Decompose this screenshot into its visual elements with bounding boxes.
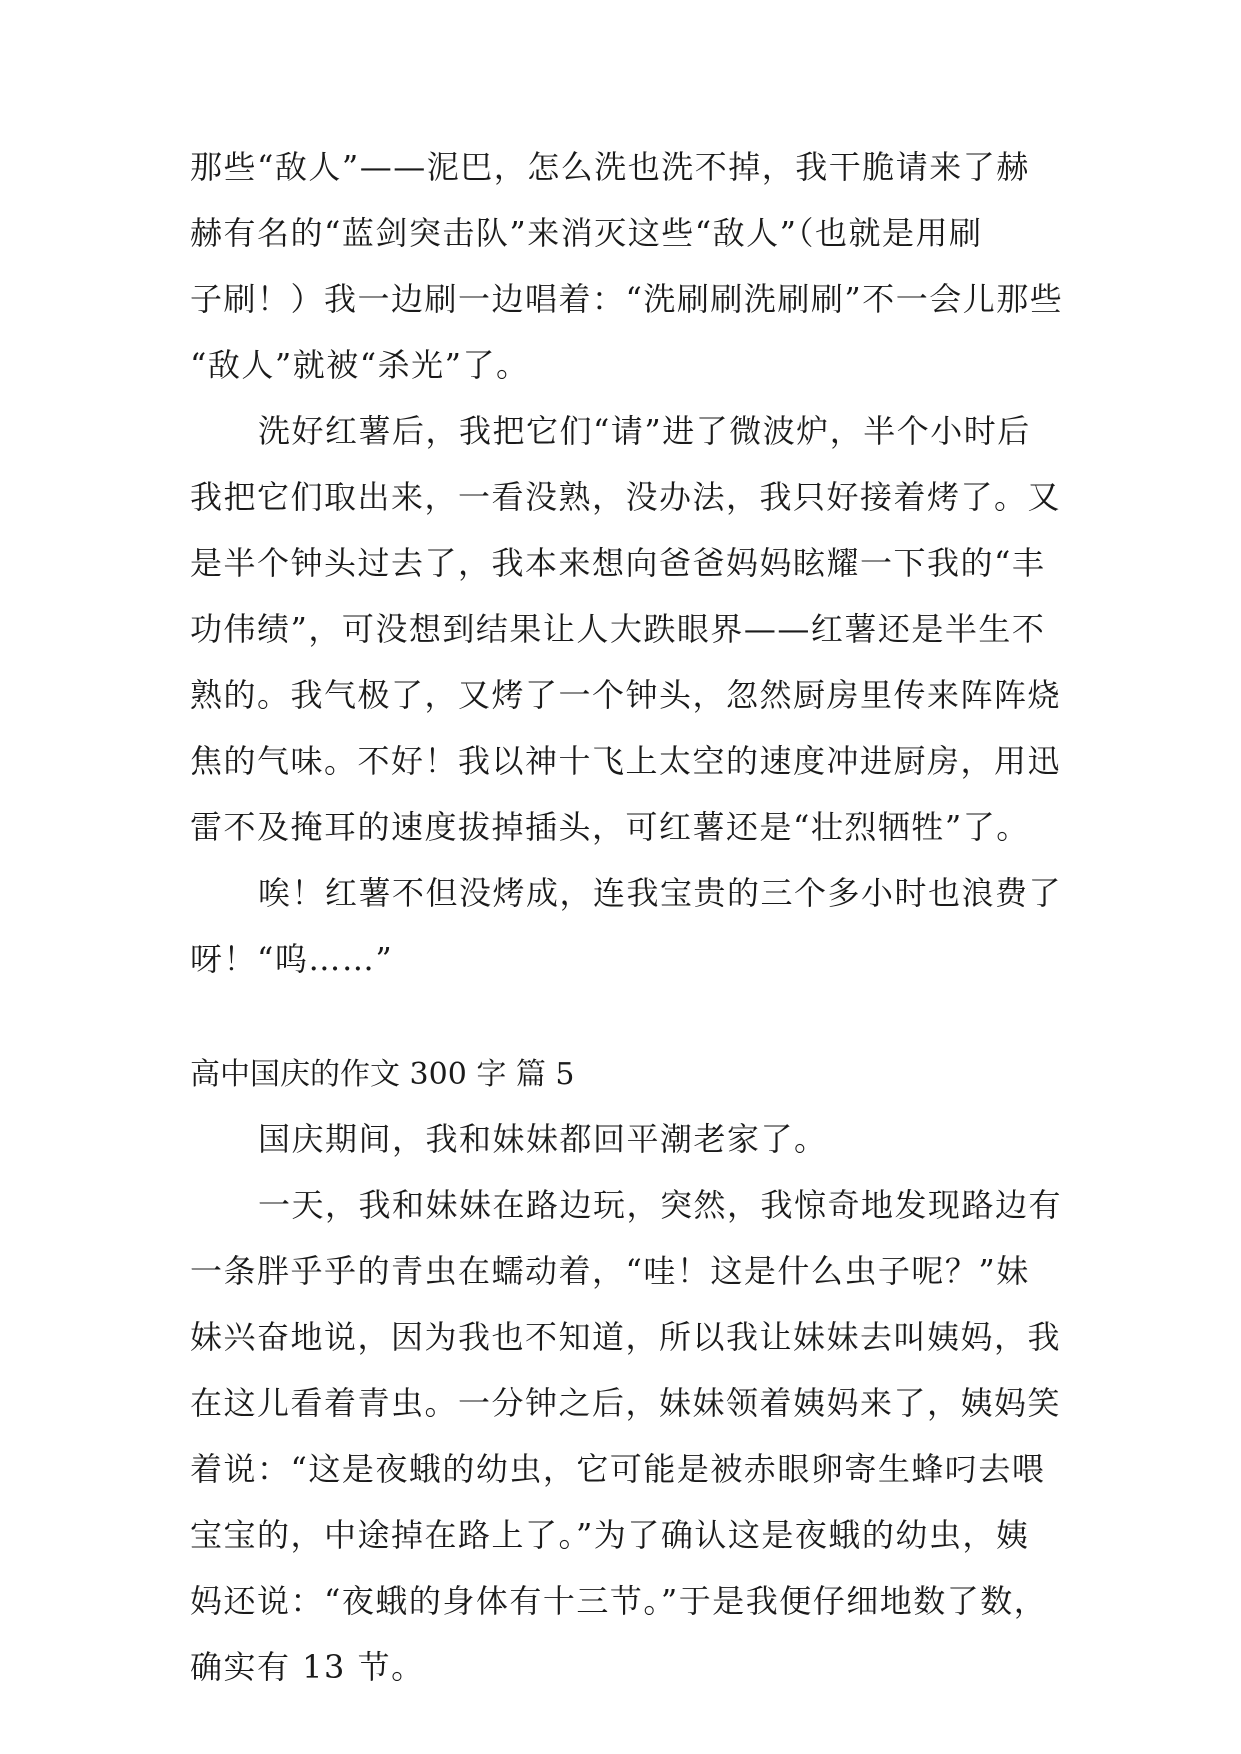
text-line: 赫有名的“蓝剑突击队”来消灭这些“敌人”（也就是用刷 — [190, 214, 983, 252]
paragraph-start-line: 洗好红薯后，我把它们“请”进了微波炉，半个小时后 — [258, 412, 1031, 450]
text-line: 一条胖乎乎的青虫在蠕动着，“哇！这是什么虫子呢？”妹 — [190, 1252, 1030, 1290]
text-line: 熟的。我气极了，又烤了一个钟头，忽然厨房里传来阵阵烧 — [190, 676, 1062, 714]
text-line: 在这儿看着青虫。一分钟之后，妹妹领着姨妈来了，姨妈笑 — [190, 1384, 1062, 1422]
text-line: 那些“敌人”——泥巴，怎么洗也洗不掉，我干脆请来了赫 — [190, 148, 1030, 186]
text-line: 焦的气味。不好！我以神十飞上太空的速度冲进厨房，用迅 — [190, 742, 1062, 780]
text-line: 着说：“这是夜蛾的幼虫，它可能是被赤眼卵寄生蜂叼去喂 — [190, 1450, 1046, 1488]
text-line: “敌人”就被“杀光”了。 — [190, 346, 530, 384]
text-line: 我把它们取出来，一看没熟，没办法，我只好接着烤了。又 — [190, 478, 1062, 516]
paragraph-start-line: 唉！红薯不但没烤成，连我宝贵的三个多小时也浪费了 — [258, 874, 1063, 912]
section-title: 高中国庆的作文 300 字 篇 5 — [190, 1057, 575, 1092]
text-line: 功伟绩”，可没想到结果让人大跌眼界——红薯还是半生不 — [190, 610, 1046, 648]
text-line: 是半个钟头过去了，我本来想向爸爸妈妈眩耀一下我的“丰 — [190, 544, 1046, 582]
text-line: 雷不及掩耳的速度拔掉插头，可红薯还是“壮烈牺牲”了。 — [190, 808, 1030, 846]
text-line: 呀！“呜……” — [190, 940, 394, 978]
text-line: 妹兴奋地说，因为我也不知道，所以我让妹妹去叫姨妈，我 — [190, 1318, 1062, 1356]
paragraph-start-line: 国庆期间，我和妹妹都回平潮老家了。 — [258, 1120, 828, 1158]
text-line: 妈还说：“夜蛾的身体有十三节。”于是我便仔细地数了数， — [190, 1582, 1048, 1620]
text-line: 宝宝的，中途掉在路上了。”为了确认这是夜蛾的幼虫，姨 — [190, 1516, 1030, 1554]
text-line: 确实有 13 节。 — [190, 1648, 425, 1686]
text-line: 子刷！）我一边刷一边唱着：“洗刷刷洗刷刷”不一会儿那些 — [190, 280, 1064, 318]
paragraph-start-line: 一天，我和妹妹在路边玩，突然，我惊奇地发现路边有 — [258, 1186, 1063, 1224]
